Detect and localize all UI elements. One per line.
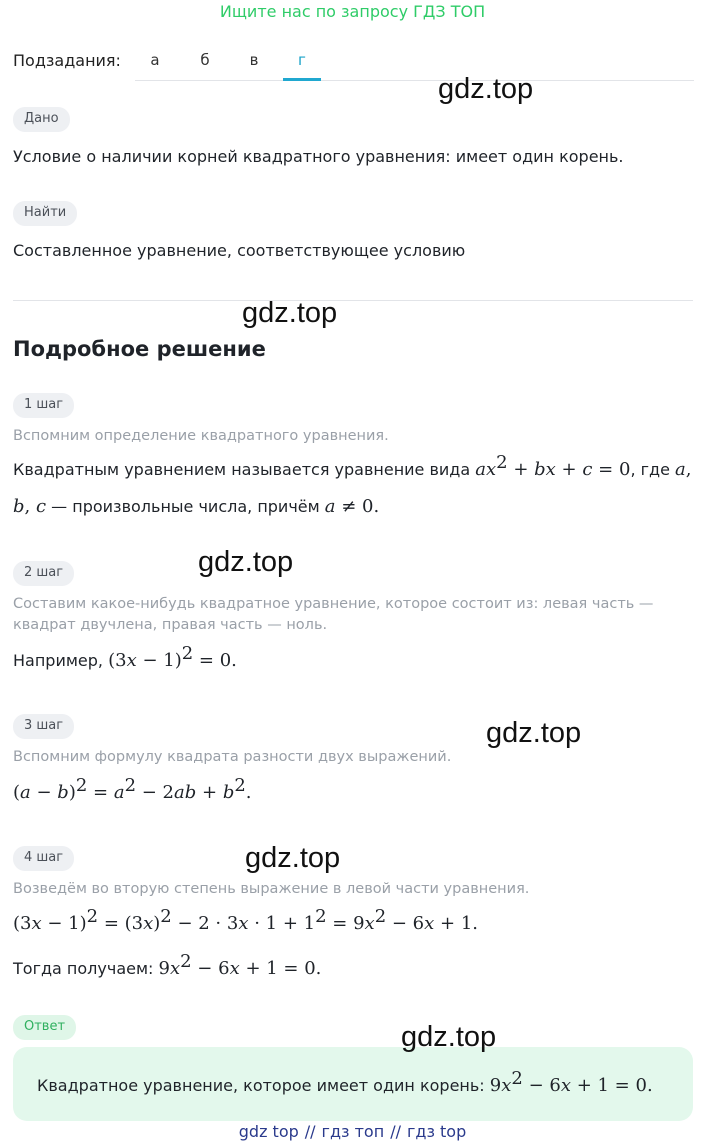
step-2-badge: 2 шаг bbox=[13, 561, 74, 586]
solution-title: Подробное решение bbox=[13, 337, 266, 361]
step-1-text-c: — произвольные числа, причём bbox=[46, 497, 325, 516]
watermark: gdz.top bbox=[198, 546, 294, 578]
footer-link-2[interactable]: гдз топ bbox=[321, 1122, 385, 1141]
step-1-text-a: Квадратным уравнением называется уравнение вида bbox=[13, 460, 476, 479]
step-2-text bbox=[13, 643, 237, 671]
find-text: Составленное уравнение, соответствующее условию bbox=[13, 241, 466, 260]
step-4-badge: 4 шаг bbox=[13, 846, 74, 871]
tab-b[interactable]: б bbox=[200, 51, 210, 69]
active-tab-indicator bbox=[283, 78, 321, 81]
search-banner[interactable]: Ищите нас по запросу ГДЗ ТОП bbox=[219, 2, 486, 21]
answer-badge: Ответ bbox=[13, 1015, 76, 1040]
watermark: gdz.top bbox=[438, 73, 534, 105]
given-badge: Дано bbox=[13, 107, 70, 132]
tab-a[interactable]: а bbox=[150, 51, 160, 69]
tab-v[interactable]: в bbox=[249, 51, 259, 69]
watermark: gdz.top bbox=[245, 842, 341, 874]
footer-separator: // bbox=[304, 1122, 316, 1141]
step-1-text-line1: Квадратным уравнением называется уравнение вида $ax^2$ + bx + c = 0, где a, bbox=[13, 452, 692, 480]
step-3-formula bbox=[13, 775, 252, 803]
watermark: gdz.top bbox=[242, 297, 338, 329]
section-divider bbox=[13, 300, 693, 301]
watermark: gdz.top bbox=[401, 1021, 497, 1053]
math-a-neq-0: a ≠ 0 bbox=[324, 496, 374, 517]
math-expansion: $(3x - 1)^2 = (3x)^2 - 2 \cdot 3x \cdot 1 + 1^2 = 9x^2 - 6x + 1$. bbox=[13, 906, 478, 934]
answer-text bbox=[37, 1068, 653, 1096]
footer-links bbox=[0, 1122, 705, 1141]
step-1-text-line2: b, c — произвольные числа, причём a ≠ 0. bbox=[13, 496, 380, 517]
step-4-hint: Возведём во вторую степень выражение в левой части уравнения. bbox=[13, 881, 530, 897]
step-3-badge: 3 шаг bbox=[13, 714, 74, 739]
step-2-hint: Составим какое-нибудь квадратное уравнение, которое состоит из: левая часть — квадрат двучлена, правая часть — ноль. bbox=[13, 596, 654, 633]
footer-separator: // bbox=[390, 1122, 401, 1141]
subtasks-label: Подзадания: bbox=[13, 51, 121, 70]
step-1-badge: 1 шаг bbox=[13, 393, 74, 418]
step-1-hint: Вспомним определение квадратного уравнения. bbox=[13, 428, 389, 444]
answer-text-a: Квадратное уравнение, которое имеет один корень: bbox=[37, 1076, 490, 1095]
step-4-text-a: Тогда получаем: bbox=[13, 959, 159, 978]
step-2-text-a: Например, bbox=[13, 651, 109, 670]
watermark: gdz.top bbox=[486, 717, 582, 749]
step-4-expansion bbox=[13, 906, 478, 934]
step-1-text-b: , где bbox=[630, 460, 676, 479]
math-answer-equation: $9x^2 - 6x + 1 = 0$. bbox=[489, 1068, 653, 1096]
math-result-equation: $9x^2 - 6x + 1 = 0$. bbox=[158, 951, 322, 979]
math-a: a bbox=[675, 459, 686, 480]
find-badge: Найти bbox=[13, 201, 77, 226]
footer-link-1[interactable]: gdz top bbox=[238, 1122, 299, 1141]
step-4-result bbox=[13, 951, 322, 979]
tabs-divider bbox=[135, 80, 694, 81]
given-text: Условие о наличии корней квадратного уравнения: имеет один корень. bbox=[13, 147, 624, 166]
math-general-quadratic: $ax^2$ + bx + c = 0 bbox=[475, 452, 631, 480]
footer-link-3[interactable]: гдз top bbox=[406, 1122, 467, 1141]
math-square-of-difference: $(a - b)^2 = a^2 - 2ab + b^2$. bbox=[13, 775, 252, 803]
step-3-hint: Вспомним формулу квадрата разности двух выражений. bbox=[13, 749, 452, 765]
tab-g[interactable]: г bbox=[298, 51, 306, 69]
math-example-equation: $(3x - 1)^2 = 0$. bbox=[108, 643, 237, 671]
math-b-c: b, c bbox=[13, 496, 47, 517]
